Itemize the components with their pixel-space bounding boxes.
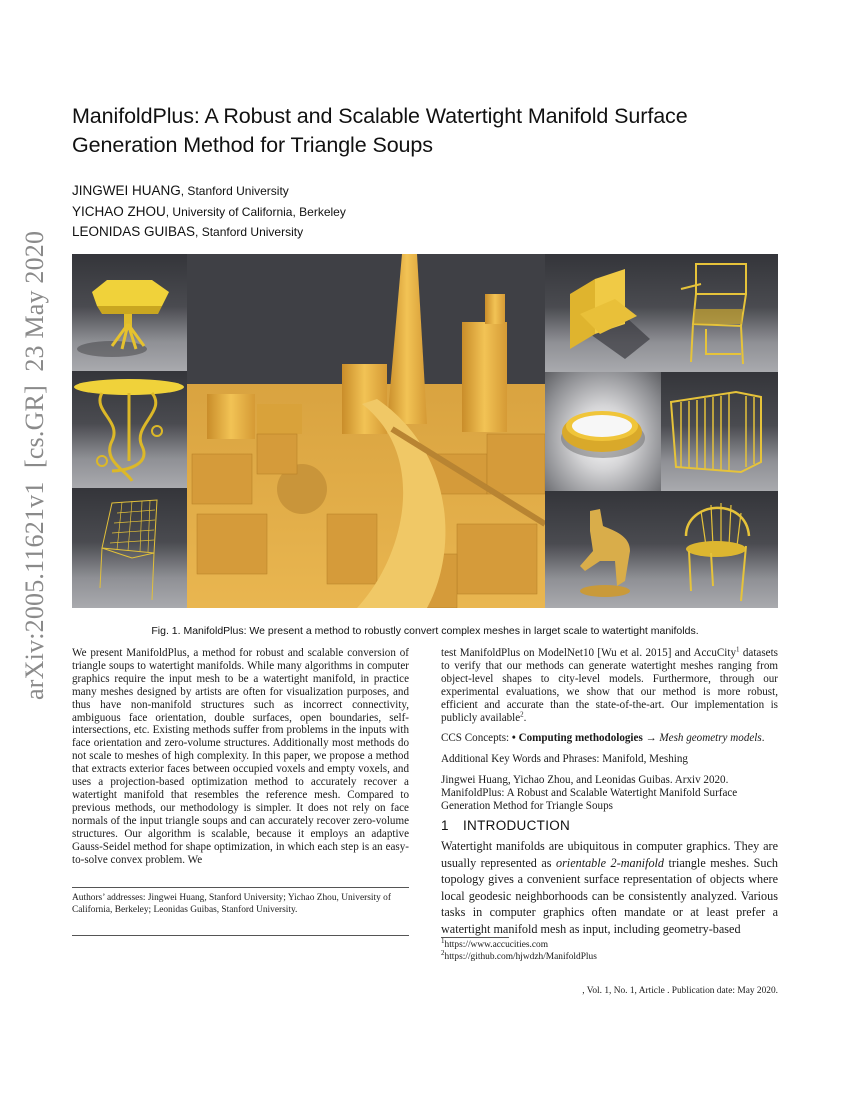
crib-illustration xyxy=(661,372,778,491)
author-affiliation: , Stanford University xyxy=(180,184,289,198)
author-name: JINGWEI HUANG xyxy=(72,183,181,198)
ccs-bullet: • xyxy=(511,732,519,745)
introduction-paragraph xyxy=(441,838,778,937)
panel-round-back-chair xyxy=(661,491,778,608)
ccs-end: . xyxy=(761,732,765,745)
intro-text: Watertight manifolds are ubiquitous in computer graphics. They are usually represented as xyxy=(441,839,778,870)
intro-emphasis: orientable 2-manifold xyxy=(555,855,665,870)
panel-octagonal-table xyxy=(72,254,187,371)
horse-statue-illustration xyxy=(545,491,661,608)
panel-ornate-table xyxy=(72,371,187,488)
ccs-subconcept: Mesh geometry models xyxy=(659,732,762,745)
section-title: INTRODUCTION xyxy=(463,818,571,833)
abstract-left-column xyxy=(72,647,409,866)
abstract-text: We present ManifoldPlus, a method for robust and scalable conversion of triangle soups to watertight manifolds. While many algorithms in computer graphics require the input mesh to be a watertight manifold, in practice many meshes designed by artists are often for visualization purposes, and thus have non-manifold structures such as incorrect connectivity, ambiguous face orientation, double surfaces, open boundaries, self-intersections, etc. Existing methods suffer from problems in the inputs with face orientation and zero-volume structures. Additionally most methods do not scale to meshes of high complexity. In this paper, we propose a method that extracts exterior faces between occupied voxels and empty voxels, and uses a projection-based optimization method to accurately recover a watertight manifold that resembles the reference mesh. Compared to previous methods, our methodology is simpler. It does not rely on face normals of the input triangle soups and can accurately recover zero-volume structures. Our algorithm is scalable, because it employs an adaptive Gauss-Seidel method for shape optimization, in which each step is an easy-to-solve convex problem. We xyxy=(72,647,409,866)
abstract-text: datasets to verify that our methods can generate watertight meshes ranging from object-level shapes to city-level models. Furthermore, through our experimental evaluations, we show that our method is more robust, efficient and accurate than the state-of-the-art. Our implementation is publicly available xyxy=(441,647,778,724)
abstract-text: test ManifoldPlus on ModelNet10 [Wu et al. 2015] and AccuCity xyxy=(441,647,737,659)
abstract-right-column xyxy=(441,647,778,821)
author-list xyxy=(72,181,346,243)
ornate-table-illustration xyxy=(72,371,187,488)
teaser-figure xyxy=(72,254,778,608)
footnote-item xyxy=(441,936,597,951)
publication-info-footer: , Vol. 1, No. 1, Article . Publication date: May 2020. xyxy=(582,986,778,996)
section-number: 1 xyxy=(441,818,449,833)
ccs-label: CCS Concepts: xyxy=(441,732,512,745)
footnote-marker: 1 xyxy=(736,645,740,654)
author-entry xyxy=(72,181,346,202)
footnote-mark: 1 xyxy=(441,936,445,945)
author-name: YICHAO ZHOU xyxy=(72,203,166,219)
panel-crib xyxy=(661,372,778,491)
keywords: Additional Key Words and Phrases: Manifold, Meshing xyxy=(441,753,688,766)
panel-city-model xyxy=(187,254,545,608)
wire-chair-illustration xyxy=(72,488,187,608)
footnote-rule xyxy=(441,937,509,938)
abstract-continuation xyxy=(441,647,778,724)
panel-armchair xyxy=(661,254,778,372)
footnote-mark: 2 xyxy=(441,948,445,957)
footnote-rule-bottom xyxy=(72,935,409,936)
ccs-arrow: → xyxy=(642,732,660,745)
round-back-chair-illustration xyxy=(661,491,778,608)
author-affiliation: , Stanford University xyxy=(195,225,304,239)
intro-text: triangle meshes. Such topology gives a convenient surface representation of objects where local geodesic neighborhoods can be consistently analyzed. Various tasks in computer graphics often mandate or at least prefer a watertight manifold mesh as input, including geometry-based xyxy=(441,855,778,936)
intersecting-planes-illustration xyxy=(545,254,661,372)
author-entry xyxy=(72,202,346,223)
paper-title: ManifoldPlus: A Robust and Scalable Watertight Manifold Surface Generation Method for Triangle Soups xyxy=(72,104,688,157)
footnote-marker: 2 xyxy=(520,709,524,718)
author-name: LEONIDAS GUIBAS xyxy=(72,224,196,239)
ccs-concept: Computing methodologies xyxy=(518,732,643,745)
city-model-illustration xyxy=(187,254,545,608)
ccs-concepts xyxy=(441,732,778,745)
abstract-text: . xyxy=(523,711,527,724)
reference-format: Jingwei Huang, Yichao Zhou, and Leonidas Guibas. Arxiv 2020. ManifoldPlus: A Robust and Scalable Watertight Manifold Surface Generation Method for Triangle Soups xyxy=(441,774,738,813)
footnote-link[interactable]: https://www.accucities.com xyxy=(444,940,549,950)
figure-caption: Fig. 1. ManifoldPlus: We present a method to robustly convert complex meshes in larget scale to watertight manifolds. xyxy=(151,625,699,637)
panel-horse-statue xyxy=(545,491,661,608)
armchair-illustration xyxy=(661,254,778,372)
panel-intersecting-planes xyxy=(545,254,661,372)
ring-illustration xyxy=(545,372,661,491)
footnote-link[interactable]: https://github.com/hjwdzh/ManifoldPlus xyxy=(444,952,597,962)
author-entry xyxy=(72,222,346,243)
footnote-rule-top xyxy=(72,887,409,888)
octagonal-table-illustration xyxy=(72,254,187,371)
footnote-item xyxy=(441,948,597,963)
authors-addresses: Authors’ addresses: Jingwei Huang, Stanford University; Yichao Zhou, University of California, Berkeley; Leonidas Guibas, Stanford University. xyxy=(72,893,391,915)
panel-wire-chair xyxy=(72,488,187,608)
author-affiliation: , University of California, Berkeley xyxy=(165,204,346,219)
section-heading xyxy=(441,818,570,833)
panel-ring xyxy=(545,372,661,491)
footnotes xyxy=(441,936,597,963)
arxiv-identifier-stamp: arXiv:2005.11621v1 [cs.GR] 23 May 2020 xyxy=(20,230,49,700)
